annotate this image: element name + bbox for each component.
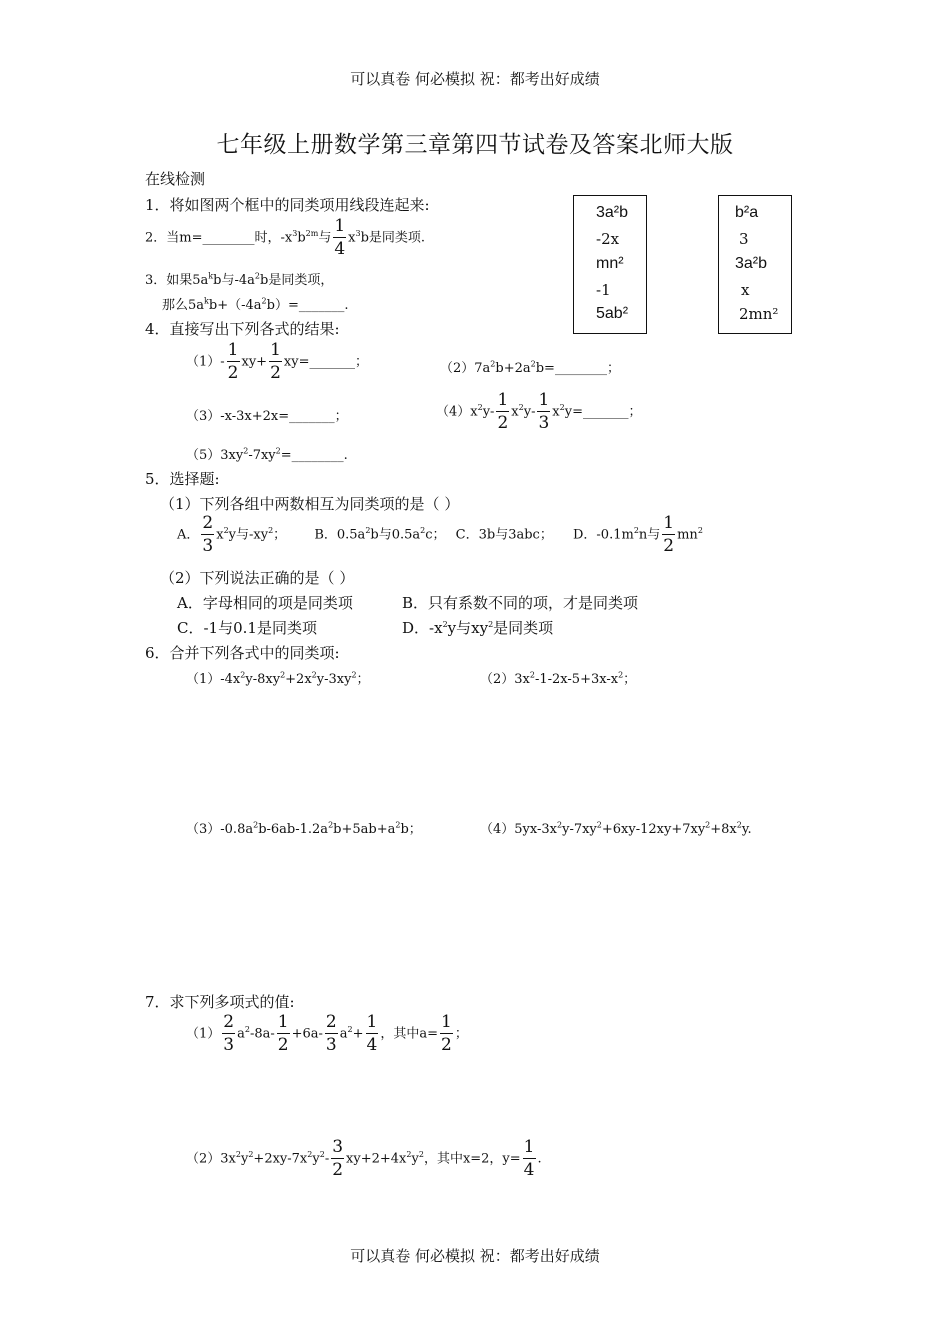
question-6: 6．合并下列各式中的同类项: [145, 644, 340, 662]
question-6-1: $(1)-4x^2y-8xy^2+2x^2y-3xy^2$； [186, 670, 370, 687]
question-4-3: （3）-x-3x+2x=_______； [186, 409, 348, 424]
question-5-2: （2）下列说法正确的是（ ） [160, 569, 355, 587]
fraction: $\frac{1}{4}$ [334, 216, 346, 259]
question-7: 7．求下列多项式的值: [145, 993, 295, 1011]
term-left-3: mn² [596, 255, 624, 272]
question-4: 4．直接写出下列各式的结果: [145, 320, 340, 338]
question-5-1-options: A． $\frac{2}{3}$ $x^2y$与$-xy^2$； B．$0.5a^2b$与$0.5a^2c$； C．3b与3abc； D．$-0.1m^2n$与 $\frac{1}{2}$ $mn^2$ [177, 513, 703, 556]
term-box-right [718, 195, 792, 334]
question-3-line1: 3．如果$5a^kb$与$-4a^2b$是同类项， [145, 271, 334, 288]
question-7-1: （1） $\frac{2}{3}$ $a^2-8a-$ $\frac{1}{2}$ +6a- $\frac{2}{3}$ $a^2+$ $\frac{1}{4}$ ，其中a= $\frac{1}{2}$ ； [186, 1012, 468, 1055]
term-right-5: 2mn² [739, 305, 779, 323]
question-6-4: $(4)5yx-3x^2y-7xy^2+6xy-12xy+7xy^2+8x^2y$. [480, 820, 752, 837]
question-7-2: $(2)3x^2y^2+2xy-7x^2y^2-$ $\frac{3}{2}$ $xy+2+4x^2y^2$，其中x=2，y= $\frac{1}{4}$ . [186, 1137, 542, 1180]
question-4-1: （1）- $\frac{1}{2}$ xy+ $\frac{1}{2}$ xy=_______； [186, 340, 368, 383]
section-label: 在线检测 [145, 170, 206, 188]
option-5-2-a: A．字母相同的项是同类项 [177, 594, 353, 612]
footer-slogan: 可以真卷 何必模拟 祝：都考出好成绩 [350, 1247, 600, 1265]
term-left-1: 3a²b [596, 204, 629, 221]
term-left-4: -1 [596, 281, 611, 299]
term-left-5: 5ab² [596, 305, 629, 322]
question-2: 2．当m=________时，$-x^3b^{2m}$与 $\frac{1}{4}$ $x^3b$是同类项. [145, 216, 426, 259]
term-right-1: b²a [735, 204, 759, 221]
term-right-3: 3a²b [735, 255, 768, 272]
option-5-2-c: C．-1与0.1是同类项 [177, 619, 317, 637]
page-title: 七年级上册数学第三章第四节试卷及答案北师大版 [216, 132, 734, 158]
question-5: 5．选择题: [145, 470, 220, 488]
option-5-2-d: D．$-x^2y$与$xy^2$是同类项 [402, 619, 554, 637]
question-6-3: $(3)-0.8a^2b-6ab-1.2a^2b+5ab+a^2b$； [186, 820, 422, 837]
term-right-4: x [741, 281, 750, 299]
question-4-2: $(2)7a^2b+2a^2b=\_\_\_\_\_\_\_\_$； [440, 359, 620, 376]
header-slogan: 可以真卷 何必模拟 祝：都考出好成绩 [350, 70, 600, 88]
option-5-2-b: B．只有系数不同的项，才是同类项 [402, 594, 639, 612]
question-5-1: （1）下列各组中两数相互为同类项的是（ ） [160, 495, 460, 513]
term-right-2: 3 [739, 230, 749, 248]
term-left-2: -2x [596, 230, 620, 248]
term-box-left [573, 195, 647, 334]
question-6-2: $(2)3x^2-1-2x-5+3x-x^2$； [480, 670, 637, 687]
question-3-line2: 那么$5a^kb+(-4a^2b)=\_\_\_\_\_\_\_$. [162, 296, 349, 313]
question-4-4: $(4)x^2y-$ $\frac{1}{2}$ $x^2y-$ $\frac{1}{3}$ $x^2y=\_\_\_\_\_\_\_$； [436, 390, 642, 433]
question-1: 1．将如图两个框中的同类项用线段连起来: [145, 196, 430, 214]
question-4-5: $(5)3xy^2-7xy^2=\_\_\_\_\_\_\_\_$. [186, 446, 348, 463]
